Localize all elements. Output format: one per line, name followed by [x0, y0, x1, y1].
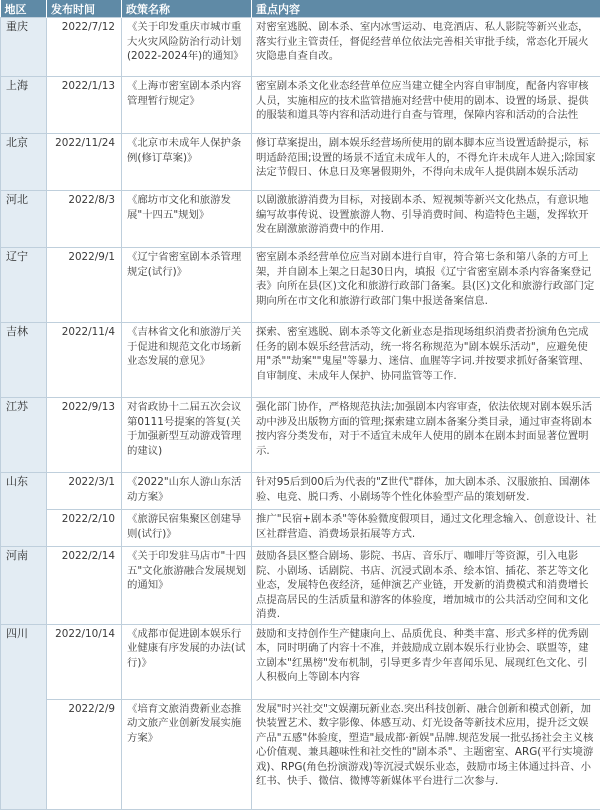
date-cell: 2022/7/12 — [47, 18, 122, 77]
header-date: 发布时间 — [47, 0, 122, 18]
policy-cell: 《上海市密室剧本杀内容管理暂行规定》 — [122, 77, 252, 134]
policy-cell: 《关于印发驻马店市"十四五"文化旅游融合发展规划的通知》 — [122, 547, 252, 625]
region-cell: 北京 — [1, 134, 47, 191]
policy-cell: 《廊坊市文化和旅游发展"十四五"规划》 — [122, 191, 252, 248]
content-cell: 探索、密室逃脱、剧本杀等文化新业态是指现场组织消费者扮演角色完成任务的剧本娱乐经营活动，统一将名称规范为"剧本娱乐活动"，应避免使用"杀""劫案""鬼屋"等暴力、迷信、血腥等字词.并按要求抓好备案管理、自审制度、未成年人保护、协同监管等工作. — [252, 323, 600, 398]
region-cell: 辽宁 — [1, 248, 47, 323]
region-cell: 山东 — [1, 473, 47, 547]
content-cell: 对密室逃脱、剧本杀、室内冰雪运动、电竞酒店、私人影院等新兴业态，落实行业主管责任，督促经营单位依法完善相关审批手续，常态化开展火灾隐患自查自改。 — [252, 18, 600, 77]
content-cell: 鼓励各县区整合剧场、影院、书店、音乐厅、咖啡厅等资源，引入电影院、小剧场、话剧院、书店、沉浸式剧本杀、绘本馆、插花、茶艺等文化业态，发展特色夜经济，延伸演艺产业链，开发新的消费模式和消费增长点提高居民的生活质量和游客的体验度，增加城市的公共活动空间和文化消费. — [252, 547, 600, 625]
table-row — [1, 77, 600, 134]
date-cell: 2022/11/4 — [47, 323, 122, 398]
policy-cell: 《辽宁省密室剧本杀管理规定(试行)》 — [122, 248, 252, 323]
header-region: 地区 — [1, 0, 47, 18]
header-content: 重点内容 — [252, 0, 600, 18]
date-cell: 2022/2/14 — [47, 547, 122, 625]
table-body — [1, 18, 600, 810]
date-cell: 2022/9/13 — [47, 398, 122, 473]
table-row — [1, 323, 600, 398]
table-header — [1, 0, 600, 18]
content-cell: 强化部门协作，严格规范执法;加强剧本内容审查，依法依规对剧本娱乐活动中涉及出版物方面的管理;探索建立剧本备案分类目录，通过审查将剧本按内容分类发布，对于不适宜未成年人使用的剧本在剧本封面显著位置明示. — [252, 398, 600, 473]
table-row — [1, 473, 600, 510]
date-cell: 2022/2/9 — [47, 699, 122, 809]
content-cell: 密室剧本杀经营单位应当对剧本进行自审，符合第七条和第八条的方可上架，并自剧本上架之日起30日内，填报《辽宁省密室剧本杀内容备案登记表》向所在县(区)文化和旅游行政部门备案。县(区)文化和旅游行政部门定期向所在市文化和旅游行政部门集中报送备案信息. — [252, 248, 600, 323]
region-cell: 上海 — [1, 77, 47, 134]
region-cell: 吉林 — [1, 323, 47, 398]
policy-cell: 《吉林省文化和旅游厅关于促进和规范文化市场新业态发展的意见》 — [122, 323, 252, 398]
content-cell: 针对95后到00后为代表的"Z世代"群体，加大剧本杀、汉服旅拍、国潮体验、电竞、脱口秀、小剧场等个性化体验型产品的策划研发. — [252, 473, 600, 510]
table-row — [1, 248, 600, 323]
date-cell: 2022/8/3 — [47, 191, 122, 248]
table-row — [1, 191, 600, 248]
table-row — [1, 699, 600, 809]
date-cell: 2022/9/1 — [47, 248, 122, 323]
date-cell: 2022/10/14 — [47, 624, 122, 699]
table-row — [1, 134, 600, 191]
region-cell: 河南 — [1, 547, 47, 625]
policy-cell: 《培育文旅消费新业态推动文旅产业创新发展实施方案》 — [122, 699, 252, 809]
table-row — [1, 510, 600, 547]
content-cell: 修订草案提出，剧本娱乐经营场所使用的剧本脚本应当设置适龄提示，标明适龄范围;设置的场景不适宜未成年人的，不得允许未成年人进入;除国家法定节假日、休息日及寒暑假期外，不得向未成年人提供剧本娱乐活动 — [252, 134, 600, 191]
date-cell: 2022/11/24 — [47, 134, 122, 191]
header-row — [1, 0, 600, 18]
policy-cell: 对省政协十二届五次会议第0111号提案的答复(关于加强新型互动游戏管理的建议) — [122, 398, 252, 473]
policy-cell: 《关于印发重庆市城市重大火灾风险防治行动计划(2022-2024年)的通知》 — [122, 18, 252, 77]
content-cell: 鼓励和支持创作生产健康向上、品质优良、种类丰富、形式多样的优秀剧本，同时明确了内容十不准，并鼓励成立剧本娱乐行业协会、联盟等，建立剧本"红黑榜"发布机制，引导更多青少年喜闻乐见、展现红色文化、引人积极向上等剧本内容 — [252, 624, 600, 699]
policy-cell: 《2022"山东人游山东活动方案》 — [122, 473, 252, 510]
region-cell: 四川 — [1, 624, 47, 809]
region-cell: 河北 — [1, 191, 47, 248]
region-cell: 江苏 — [1, 398, 47, 473]
policy-cell: 《成都市促进剧本娱乐行业健康有序发展的办法(试行)》 — [122, 624, 252, 699]
policy-cell: 《北京市未成年人保护条例(修订草案)》 — [122, 134, 252, 191]
region-cell: 重庆 — [1, 18, 47, 77]
date-cell: 2022/3/1 — [47, 473, 122, 510]
date-cell: 2022/2/10 — [47, 510, 122, 547]
content-cell: 推广"民宿+剧本杀"等体验微度假项目，通过文化理念输入、创意设计、社区社群营造、消费场景拓展等方式. — [252, 510, 600, 547]
table-row — [1, 18, 600, 77]
table-row — [1, 624, 600, 699]
table-row — [1, 398, 600, 473]
header-policy: 政策名称 — [122, 0, 252, 18]
policy-cell: 《旅游民宿集聚区创建导则(试行)》 — [122, 510, 252, 547]
content-cell: 以剧激旅游消费为目标，对接剧本杀、短视频等新兴文化热点，有意识地编写故事传说、设置旅游人物、引导消费时间、构造特色主题，发挥软开发在剧激旅游消费中的作用. — [252, 191, 600, 248]
table-row — [1, 547, 600, 625]
date-cell: 2022/1/13 — [47, 77, 122, 134]
content-cell: 密室剧本杀文化业态经营单位应当建立健全内容自审制度，配备内容审核人员，实施相应的技术监管措施对经营中使用的剧本、设置的场景、提供的服装和道具等内容和活动进行自查与管理，保障内容和活动的合法性 — [252, 77, 600, 134]
content-cell: 发展"时兴社交"文娱潮玩新业态.突出科技创新、融合创新和模式创新，加快装置艺术、数字影像、体感互动、灯光设备等新技术应用，提升泛文娱产品"五感"体验度，塑造"最成都·新娱"品牌.规范发展一批弘扬社会主义核心价值观、兼具趣味性和社交性的"剧本杀"、主题密室、ARG(平行实境游戏)、RPG(角色扮演游戏)等沉浸式娱乐业态，鼓励市场主体通过抖音、小红书、快手、微信、微博等新媒体平台进行二次参与. — [252, 699, 600, 809]
